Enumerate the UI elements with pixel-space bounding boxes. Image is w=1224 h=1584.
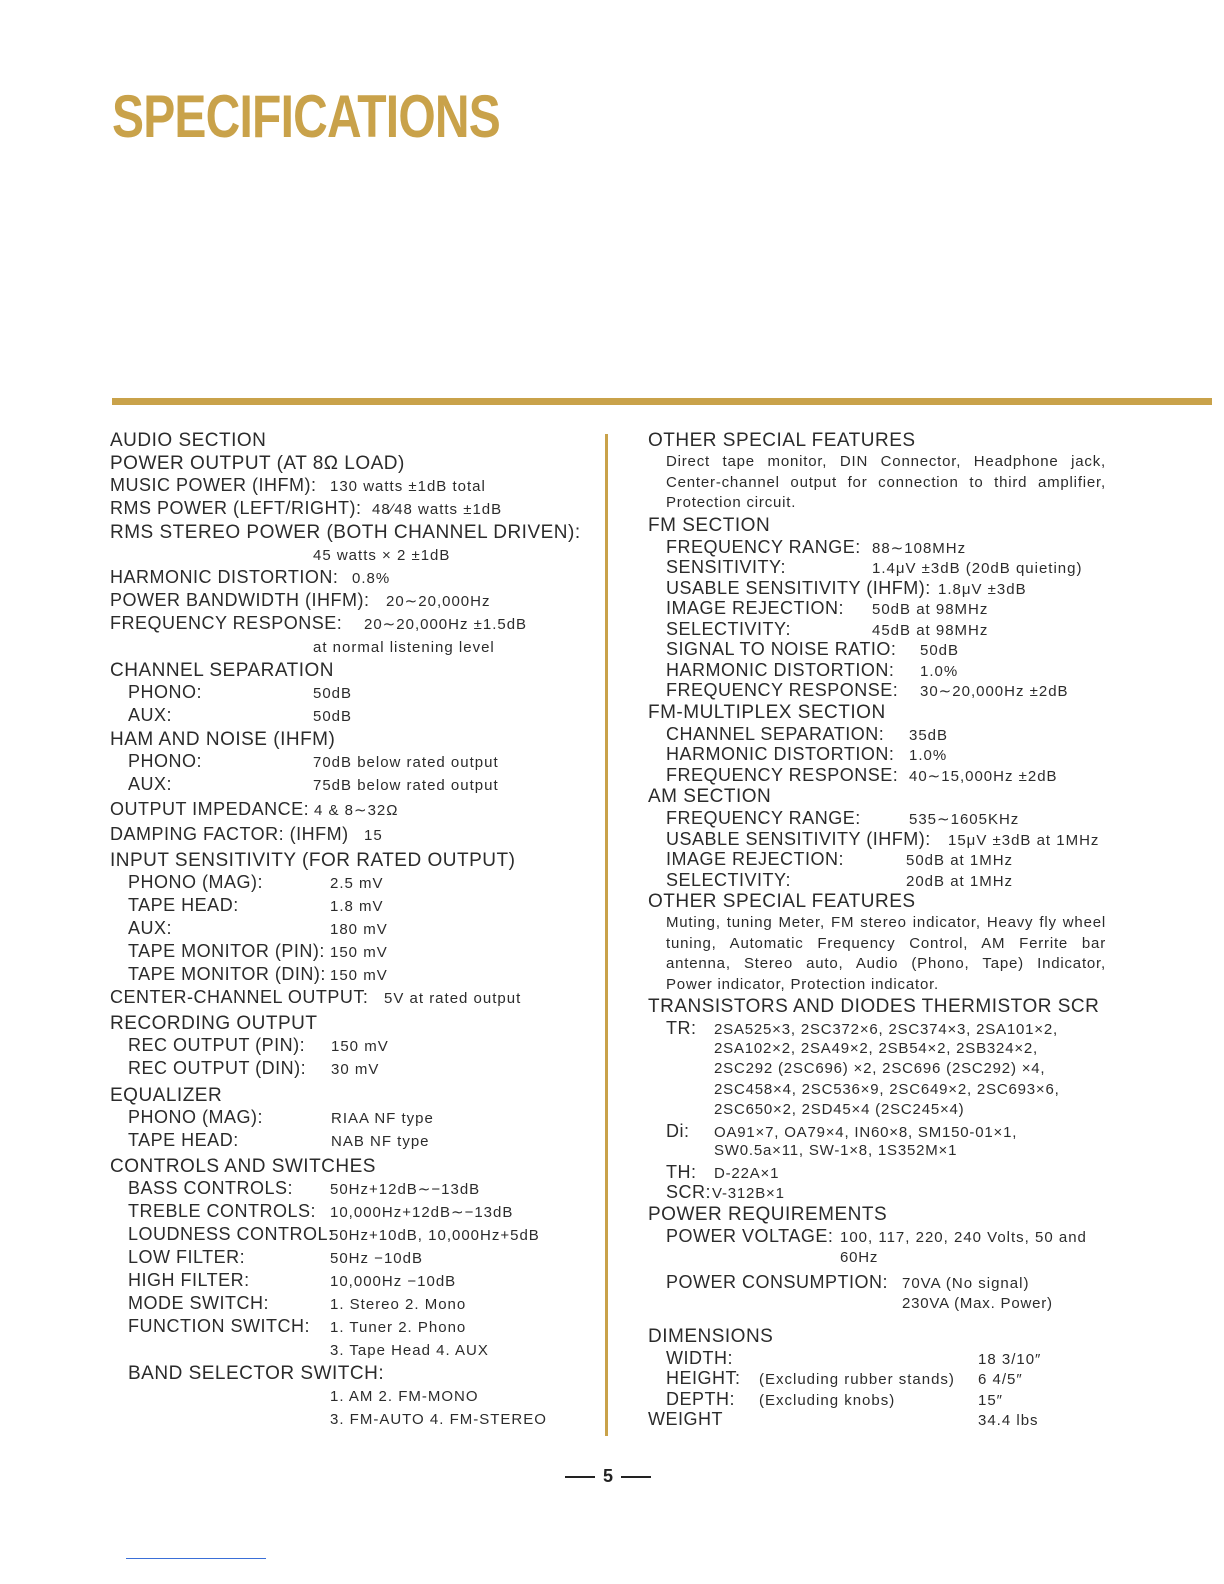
spec-label: WIDTH: — [666, 1347, 733, 1368]
spec-value-cont: 60Hz — [840, 1248, 879, 1266]
spec-label: WEIGHT — [648, 1409, 723, 1429]
spec-row — [648, 808, 1118, 829]
spec-note: at normal listening level — [313, 639, 495, 656]
spec-label: MUSIC POWER (IHFM): — [110, 475, 317, 495]
power-requirements-heading: POWER REQUIREMENTS — [648, 1203, 888, 1225]
scr-row — [648, 1182, 1118, 1203]
spec-row — [110, 1201, 590, 1224]
spec-label: FUNCTION SWITCH: — [128, 1316, 310, 1336]
spec-value: 150 mV — [330, 967, 388, 984]
column-divider — [605, 434, 608, 1436]
left-column — [110, 429, 590, 1431]
spec-value: 35dB — [909, 726, 949, 744]
spec-value: 50dB at 98MHz — [872, 601, 989, 618]
spec-value: 1.0% — [920, 662, 959, 680]
spec-row — [110, 964, 590, 987]
tr-line: 2SA525×3, 2SC372×6, 2SC374×3, 2SA101×2, — [714, 1021, 1058, 1038]
spec-value: 20dB at 1MHz — [906, 872, 1014, 890]
spec-note: (Excluding knobs) — [759, 1391, 896, 1409]
spec-value: 4 & 8∼32Ω — [314, 802, 399, 819]
spec-label: CHANNEL SEPARATION: — [666, 723, 885, 744]
spec-label: USABLE SENSITIVITY (IHFM): — [666, 577, 931, 598]
spec-label: USABLE SENSITIVITY (IHFM): — [666, 828, 931, 849]
spec-row — [648, 598, 1118, 619]
spec-row — [648, 660, 1118, 681]
di-row — [648, 1121, 1118, 1142]
spec-row — [110, 1270, 590, 1293]
spec-value: 150 mV — [330, 944, 388, 961]
spec-label: SELECTIVITY: — [666, 869, 792, 890]
spec-value: 18 3/10″ — [978, 1350, 1042, 1368]
spec-value: 20∼20,000Hz — [386, 593, 491, 610]
recording-output-heading: RECORDING OUTPUT — [110, 1013, 318, 1034]
spec-row — [648, 765, 1118, 786]
other-features-heading: OTHER SPECIAL FEATURES — [648, 430, 916, 451]
spec-value-cont: 1. AM 2. FM-MONO — [330, 1388, 479, 1405]
spec-value: 75dB below rated output — [313, 777, 499, 794]
spec-row-center-output — [110, 987, 590, 1010]
spec-row — [648, 870, 1118, 891]
th-row — [648, 1162, 1118, 1183]
spec-value: 40∼15,000Hz ±2dB — [909, 767, 1058, 785]
scr-label: SCR: — [666, 1182, 712, 1202]
band-selector-label: BAND SELECTOR SWITCH: — [128, 1363, 385, 1384]
spec-label: HEIGHT: — [666, 1368, 741, 1388]
spec-row — [110, 751, 590, 774]
spec-label: LOW FILTER: — [128, 1247, 246, 1267]
spec-label: BASS CONTROLS: — [128, 1178, 294, 1198]
tr-line: 2SC650×2, 2SD45×4 (2SC245×4) — [714, 1101, 965, 1118]
spec-label: TAPE HEAD: — [128, 895, 239, 915]
spec-value: RIAA NF type — [331, 1110, 434, 1127]
spec-label: TAPE HEAD: — [128, 1130, 239, 1150]
spec-value-cont: 3. FM-AUTO 4. FM-STEREO — [330, 1411, 547, 1428]
spec-value: 45dB at 98MHz — [872, 621, 989, 639]
spec-label: SENSITIVITY: — [666, 557, 787, 577]
channel-separation-heading: CHANNEL SEPARATION — [110, 660, 335, 681]
tr-line: 2SA102×2, 2SA49×2, 2SB54×2, 2SB324×2, — [714, 1039, 1039, 1057]
th-value: D-22A×1 — [714, 1164, 780, 1182]
spec-row — [648, 724, 1118, 745]
spec-value: 535∼1605KHz — [909, 811, 1020, 828]
spec-value-cont: 230VA (Max. Power) — [902, 1295, 1053, 1312]
spec-label: FREQUENCY RANGE: — [666, 536, 861, 557]
equalizer-heading: EQUALIZER — [110, 1085, 223, 1106]
spec-row — [110, 1035, 590, 1058]
spec-label: HIGH FILTER: — [128, 1270, 250, 1290]
spec-row — [110, 1293, 590, 1316]
th-label: TH: — [666, 1161, 697, 1182]
spec-value: NAB NF type — [331, 1133, 430, 1150]
transistors-heading: TRANSISTORS AND DIODES THERMISTOR SCR — [648, 996, 1100, 1017]
spec-row-music-power — [110, 475, 590, 498]
spec-row — [110, 1130, 590, 1153]
other-features-heading-2: OTHER SPECIAL FEATURES — [648, 891, 916, 912]
di-line: OA91×7, OA79×4, IN60×8, SM150-01×1, — [714, 1123, 1018, 1141]
spec-label: SIGNAL TO NOISE RATIO: — [666, 639, 897, 659]
di-line: SW0.5a×11, SW-1×8, 1S352M×1 — [714, 1142, 958, 1159]
am-section-heading: AM SECTION — [648, 786, 772, 807]
spec-row-damping — [110, 824, 590, 847]
spec-label: PHONO (MAG): — [128, 872, 263, 892]
spec-value: 20∼20,000Hz ±1.5dB — [364, 616, 528, 633]
spec-label: AUX: — [128, 705, 173, 725]
spec-label: SELECTIVITY: — [666, 618, 792, 639]
spec-row — [648, 744, 1118, 765]
spec-label: REC OUTPUT (DIN): — [128, 1058, 307, 1078]
spec-label: TAPE MONITOR (PIN): — [128, 941, 325, 961]
spec-value: 70dB below rated output — [313, 754, 499, 771]
scr-value: V-312B×1 — [712, 1185, 785, 1202]
spec-value: 10,000Hz −10dB — [330, 1273, 457, 1290]
spec-label: PHONO: — [128, 751, 203, 771]
fm-section-heading: FM SECTION — [648, 514, 771, 536]
spec-row-output-impedance — [110, 799, 590, 822]
tr-line: 2SC292 (2SC696) ×2, 2SC696 (2SC292) ×4, — [714, 1060, 1046, 1077]
spec-label: RMS POWER (LEFT/RIGHT): — [110, 498, 362, 518]
spec-row — [648, 1389, 1118, 1410]
spec-row-bandwidth — [110, 590, 590, 613]
spec-row — [110, 1107, 590, 1130]
spec-row — [110, 918, 590, 941]
spec-row — [648, 1368, 1118, 1389]
spec-note: (Excluding rubber stands) — [759, 1371, 955, 1388]
other-features-text: Direct tape monitor, DIN Connector, Headphone jack, Center-channel output for connection to third amplifier, Protection circuit. — [666, 453, 1106, 511]
spec-value: 1. Stereo 2. Mono — [330, 1296, 467, 1313]
spec-row — [648, 849, 1118, 870]
spec-value: 15 — [364, 827, 383, 844]
fm-multiplex-heading: FM-MULTIPLEX SECTION — [648, 701, 886, 723]
spec-value: 30 mV — [331, 1061, 380, 1078]
spec-value: 0.8% — [352, 570, 391, 587]
footer-line — [126, 1558, 266, 1559]
spec-row — [110, 774, 590, 797]
dimensions-heading: DIMENSIONS — [648, 1325, 774, 1347]
spec-label: MODE SWITCH: — [128, 1293, 269, 1313]
spec-label: DEPTH: — [666, 1388, 736, 1409]
spec-value-cont: 3. Tape Head 4. AUX — [330, 1342, 489, 1359]
spec-row — [648, 537, 1118, 558]
spec-row — [648, 639, 1118, 660]
audio-section-heading: AUDIO SECTION — [110, 430, 267, 451]
spec-row — [110, 941, 590, 964]
spec-row — [110, 1247, 590, 1270]
controls-heading: CONTROLS AND SWITCHES — [110, 1156, 376, 1177]
tr-row — [648, 1018, 1118, 1039]
di-label: Di: — [666, 1120, 690, 1141]
spec-row — [648, 1226, 1118, 1248]
spec-value: 48∕48 watts ±1dB — [372, 501, 503, 518]
spec-row — [110, 1316, 590, 1339]
right-column — [648, 429, 1118, 1433]
power-output-heading: POWER OUTPUT (AT 8Ω LOAD) — [110, 453, 405, 474]
page-number: 5 — [556, 1466, 660, 1487]
input-sensitivity-heading: INPUT SENSITIVITY (FOR RATED OUTPUT) — [110, 850, 516, 871]
spec-row — [648, 578, 1118, 599]
spec-row-freq-response — [110, 613, 590, 636]
ham-noise-heading: HAM AND NOISE (IHFM) — [110, 729, 336, 750]
spec-label: HARMONIC DISTORTION: — [666, 659, 895, 680]
spec-value: 88∼108MHz — [872, 539, 967, 557]
spec-label: IMAGE REJECTION: — [666, 849, 845, 869]
spec-value: 15μV ±3dB at 1MHz — [948, 831, 1100, 849]
spec-label: REC OUTPUT (PIN): — [128, 1035, 306, 1055]
spec-row — [648, 619, 1118, 640]
spec-value: 2.5 mV — [330, 875, 384, 892]
spec-label: POWER BANDWIDTH (IHFM): — [110, 590, 370, 610]
spec-value: 130 watts ±1dB total — [330, 478, 486, 495]
spec-label: AUX: — [128, 918, 173, 938]
spec-value: 50dB at 1MHz — [906, 852, 1014, 869]
spec-value: 100, 117, 220, 240 Volts, 50 and — [840, 1228, 1087, 1246]
spec-value: 50Hz −10dB — [330, 1250, 423, 1267]
spec-value: 1.4μV ±3dB (20dB quieting) — [872, 560, 1083, 577]
spec-value: 10,000Hz+12dB∼−13dB — [330, 1204, 514, 1221]
spec-value: 50Hz+10dB, 10,000Hz+5dB — [330, 1227, 540, 1244]
spec-label: DAMPING FACTOR: (IHFM) — [110, 824, 349, 844]
spec-label: HARMONIC DISTORTION: — [110, 567, 339, 587]
spec-value: 1.8 mV — [330, 898, 384, 915]
spec-label-rms-stereo: RMS STEREO POWER (BOTH CHANNEL DRIVEN): — [110, 522, 581, 543]
spec-row — [648, 829, 1118, 850]
spec-label: HARMONIC DISTORTION: — [666, 744, 895, 764]
spec-label: FREQUENCY RESPONSE: — [110, 613, 343, 633]
spec-row — [110, 872, 590, 895]
spec-value: 34.4 lbs — [978, 1412, 1039, 1429]
tr-label: TR: — [666, 1018, 697, 1038]
tr-line: 2SC458×4, 2SC536×9, 2SC649×2, 2SC693×6, — [714, 1080, 1060, 1098]
spec-row-rms-power — [110, 498, 590, 521]
spec-value: 180 mV — [330, 921, 388, 938]
spec-label: POWER VOLTAGE: — [666, 1225, 834, 1246]
spec-value: 50Hz+12dB∼−13dB — [330, 1181, 481, 1198]
spec-label: TREBLE CONTROLS: — [128, 1201, 317, 1221]
spec-row — [648, 557, 1118, 578]
spec-row — [648, 1348, 1118, 1369]
spec-label: AUX: — [128, 774, 173, 794]
spec-value: 50dB — [313, 685, 353, 702]
spec-label: PHONO (MAG): — [128, 1107, 263, 1127]
spec-value: 1.0% — [909, 747, 948, 764]
spec-row — [110, 1058, 590, 1081]
spec-row — [110, 1178, 590, 1201]
spec-row — [648, 680, 1118, 701]
page-title: SPECIFICATIONS — [112, 83, 500, 150]
spec-row — [648, 1409, 1118, 1433]
spec-value-rms-stereo: 45 watts × 2 ±1dB — [313, 547, 451, 564]
spec-label: POWER CONSUMPTION: — [666, 1272, 889, 1292]
spec-label: TAPE MONITOR (DIN): — [128, 964, 326, 984]
spec-label: OUTPUT IMPEDANCE: — [110, 799, 310, 819]
spec-value: 150 mV — [331, 1038, 389, 1055]
spec-row — [110, 705, 590, 728]
spec-label: FREQUENCY RANGE: — [666, 808, 861, 828]
spec-label: PHONO: — [128, 682, 203, 702]
spec-value: 5V at rated output — [384, 990, 522, 1007]
spec-value: 1.8μV ±3dB — [938, 580, 1027, 598]
spec-label: FREQUENCY RESPONSE: — [666, 680, 899, 700]
spec-value: 50dB — [313, 708, 353, 725]
other-features-text-2: Muting, tuning Meter, FM stereo indicator, Heavy fly wheel tuning, Automatic Frequency Control, AM Ferrite bar antenna, Stereo auto, Audio (Phono, Tape) Indicator, Power indicator, Protection indicator. — [666, 914, 1106, 993]
spec-row — [110, 895, 590, 918]
spec-value: 70VA (No signal) — [902, 1275, 1030, 1292]
spec-value: 50dB — [920, 642, 960, 659]
spec-value: 1. Tuner 2. Phono — [330, 1319, 467, 1336]
spec-label: LOUDNESS CONTROL: — [128, 1224, 334, 1244]
spec-label: FREQUENCY RESPONSE: — [666, 764, 899, 785]
spec-value: 6 4/5″ — [978, 1371, 1023, 1388]
spec-row-harmonic — [110, 567, 590, 590]
spec-value: 30∼20,000Hz ±2dB — [920, 683, 1069, 700]
spec-row — [648, 1272, 1118, 1294]
spec-value: 15″ — [978, 1391, 1003, 1409]
gold-rule — [112, 398, 1212, 405]
spec-row — [110, 682, 590, 705]
spec-row — [110, 1224, 590, 1247]
spec-label: IMAGE REJECTION: — [666, 598, 845, 618]
spec-label: CENTER-CHANNEL OUTPUT: — [110, 987, 369, 1007]
